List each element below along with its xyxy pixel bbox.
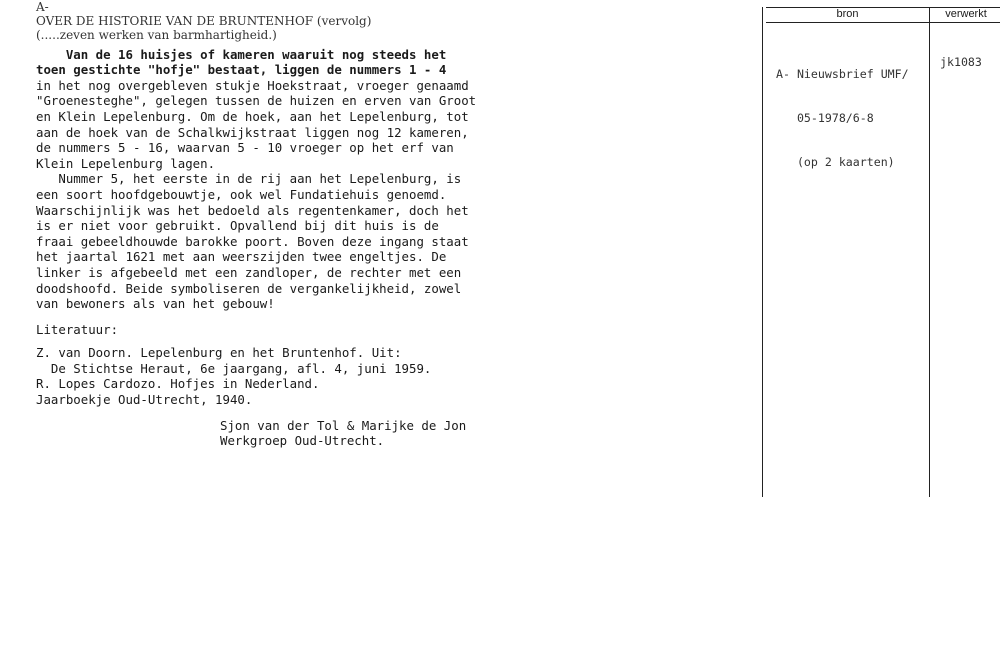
text-line: Van de 16 huisjes of kameren waaruit nog steeds het <box>36 46 447 62</box>
article-marker: A- <box>36 0 49 14</box>
document-body <box>36 0 736 449</box>
signature-block <box>220 418 736 449</box>
article-title: OVER DE HISTORIE VAN DE BRUNTENHOF (vervolg) <box>36 14 372 29</box>
paragraph-1 <box>36 47 736 172</box>
text-line: toen gestichte "hofje" bestaat, liggen de nummers 1 - 4 <box>36 62 447 78</box>
text-line: de nummers 5 - 16, waarvan 5 - 10 vroeger op het erf van <box>36 140 454 156</box>
verwerkt-entry: jk1083 <box>940 55 982 69</box>
article-subtitle: (.....zeven werken van barmhartigheid.) <box>36 28 277 43</box>
text-line: het jaartal 1621 met aan weerszijden twee engeltjes. De <box>36 249 447 265</box>
paragraph-2 <box>36 171 736 311</box>
signature-authors: Sjon van der Tol & Marijke de Jon <box>220 417 467 433</box>
column-header-verwerkt: verwerkt <box>945 8 987 20</box>
bron-entry <box>776 37 926 200</box>
table-column-divider <box>929 7 930 497</box>
text-line: is er niet voor gebruikt. Opvallend bij dit huis is de <box>36 218 439 234</box>
text-line: linker is afgebeeld met een zandloper, de rechter met een <box>36 264 462 280</box>
text-line: een soort hoofdgebouwtje, ook wel Fundatiehuis genoemd. <box>36 186 447 202</box>
text-line: Waarschijnlijk was het bedoeld als regentenkamer, doch het <box>36 202 469 218</box>
text-line: aan de hoek van de Schalkwijkstraat liggen nog 12 kameren, <box>36 124 469 140</box>
text-line: in het nog overgebleven stukje Hoekstraat, vroeger genaamd <box>36 77 469 93</box>
text-line: fraai gebeeldhouwde barokke poort. Boven deze ingang staat <box>36 233 469 249</box>
text-line: Nummer 5, het eerste in de rij aan het Lepelenburg, is <box>36 171 462 187</box>
literature-item: De Stichtse Heraut, 6e jaargang, afl. 4, juni 1959. <box>36 360 432 376</box>
table-header-rule <box>766 22 1000 23</box>
literature-item: Z. van Doorn. Lepelenburg en het Bruntenhof. Uit: <box>36 345 402 361</box>
column-header-bron: bron <box>836 8 859 20</box>
bron-line: 05-1978/6-8 <box>776 110 874 125</box>
literature-item: Jaarboekje Oud-Utrecht, 1940. <box>36 392 253 408</box>
text-line: doodshoofd. Beide symboliseren de vergankelijkheid, zowel <box>36 280 462 296</box>
table-left-rule <box>762 7 763 497</box>
article-header <box>36 0 736 43</box>
bron-line: A- Nieuwsbrief UMF/ <box>776 66 909 81</box>
literature-list <box>36 345 736 407</box>
literature-heading: Literatuur: <box>36 321 119 337</box>
literature-item: R. Lopes Cardozo. Hofjes in Nederland. <box>36 376 320 392</box>
text-line: van bewoners als van het gebouw! <box>36 296 275 312</box>
signature-group: Werkgroep Oud-Utrecht. <box>220 433 385 449</box>
text-line: en Klein Lepelenburg. Om de hoek, aan het Lepelenburg, tot <box>36 108 469 124</box>
text-line: "Groenesteghe", gelegen tussen de huizen en erven van Groot <box>36 93 477 109</box>
bron-line: (op 2 kaarten) <box>776 155 895 170</box>
index-card-table <box>762 0 1000 497</box>
text-line: Klein Lepelenburg lagen. <box>36 155 216 171</box>
